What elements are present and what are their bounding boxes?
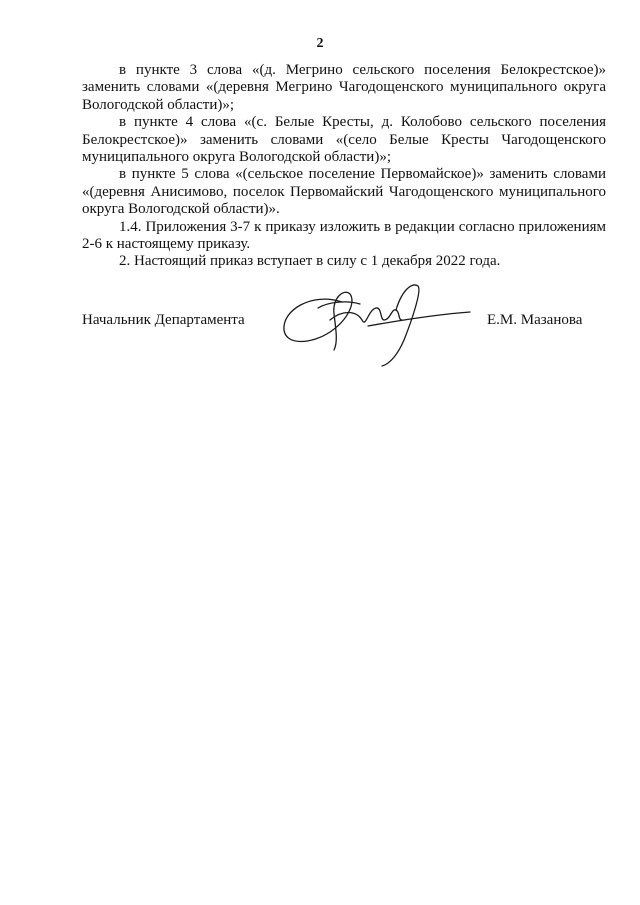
signer-title: Начальник Департамента <box>82 312 245 328</box>
signature-block <box>82 302 606 382</box>
page-number: 2 <box>316 36 324 51</box>
paragraph-item-4: в пункте 4 слова «(с. Белые Кресты, д. Колобово сельского поселения Белокрестское)» заменить словами «(село Белые Кресты Чагодощенского муниципального округа Вологодской области)»; <box>82 114 606 166</box>
handwritten-signature <box>272 280 472 368</box>
paragraph-appendices: 1.4. Приложения 3-7 к приказу изложить в редакции согласно приложениям 2-6 к настоящему приказу. <box>82 218 606 253</box>
signer-name: Е.М. Мазанова <box>487 312 583 328</box>
paragraph-item-5: в пункте 5 слова «(сельское поселение Первомайское)» заменить словами «(деревня Анисимово, поселок Первомайский Чагодощенского муниципального округа Вологодской области)». <box>82 166 606 218</box>
document-body <box>82 62 606 271</box>
paragraph-effective-date: 2. Настоящий приказ вступает в силу с 1 декабря 2022 года. <box>119 253 501 270</box>
paragraph-item-3: в пункте 3 слова «(д. Мегрино сельского поселения Белокрестское)» заменить словами «(деревня Мегрино Чагодощенского муниципального округа Вологодской области)»; <box>82 62 606 113</box>
